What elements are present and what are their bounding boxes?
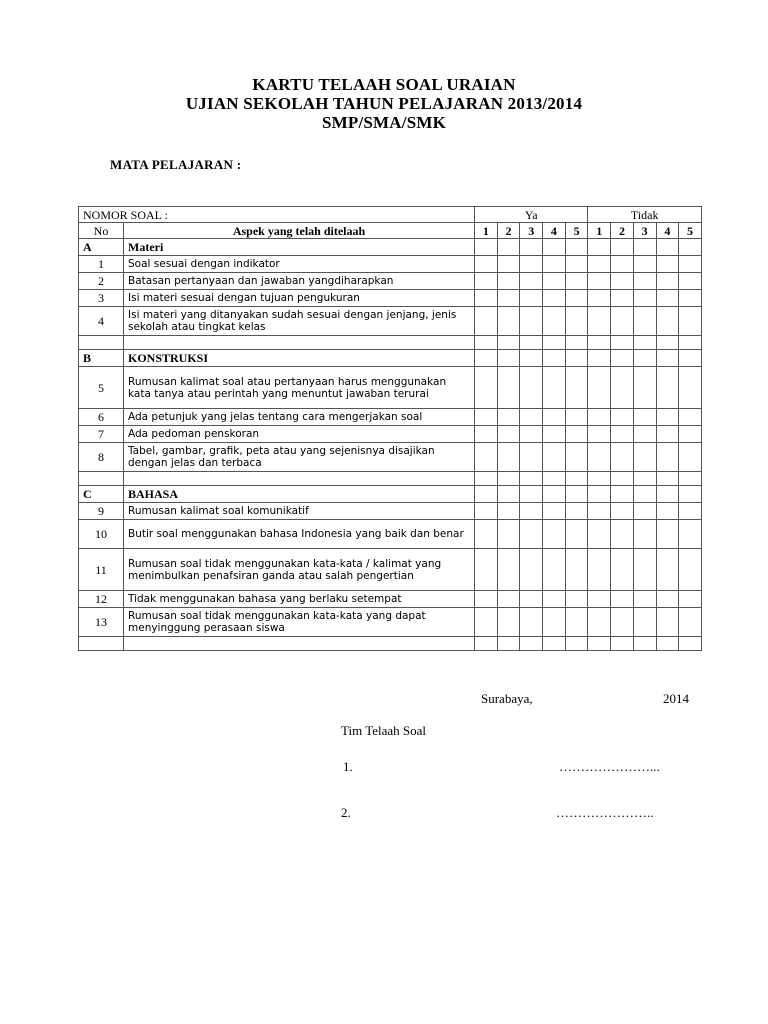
score-cell[interactable] xyxy=(588,336,611,350)
item-number: 7 xyxy=(79,426,124,443)
score-cell[interactable] xyxy=(633,307,656,336)
tidak-score-4: 4 xyxy=(656,223,679,239)
score-cell[interactable] xyxy=(679,443,702,472)
score-cell[interactable] xyxy=(679,307,702,336)
score-cell[interactable] xyxy=(520,307,543,336)
score-cell[interactable] xyxy=(656,608,679,637)
score-cell[interactable] xyxy=(565,503,588,520)
score-cell[interactable] xyxy=(633,486,656,503)
score-cell[interactable] xyxy=(520,503,543,520)
item-number: 12 xyxy=(79,591,124,608)
score-cell[interactable] xyxy=(475,503,498,520)
score-cell[interactable] xyxy=(520,367,543,409)
score-cell[interactable] xyxy=(656,549,679,591)
score-cell[interactable] xyxy=(565,256,588,273)
score-cell[interactable] xyxy=(565,409,588,426)
score-cell[interactable] xyxy=(520,336,543,350)
blank-row xyxy=(79,637,702,651)
score-cell[interactable] xyxy=(475,350,498,367)
item-number: 13 xyxy=(79,608,124,637)
score-cell[interactable] xyxy=(679,239,702,256)
item-aspect: Rumusan soal tidak menggunakan kata-kata / kalimat yang menimbulkan penafsiran ganda atau salah pengertian xyxy=(124,549,475,591)
score-cell[interactable] xyxy=(588,637,611,651)
tidak-score-1: 1 xyxy=(588,223,611,239)
score-cell[interactable] xyxy=(633,608,656,637)
score-cell[interactable] xyxy=(475,409,498,426)
table-row xyxy=(79,273,702,290)
score-cell[interactable] xyxy=(475,239,498,256)
score-cell[interactable] xyxy=(633,367,656,409)
score-cell[interactable] xyxy=(679,273,702,290)
score-cell[interactable] xyxy=(611,239,634,256)
score-cell[interactable] xyxy=(475,472,498,486)
no-header: No xyxy=(79,223,124,239)
section-header-row xyxy=(79,350,702,367)
score-cell[interactable] xyxy=(475,608,498,637)
score-cell[interactable] xyxy=(497,472,520,486)
score-cell[interactable] xyxy=(611,307,634,336)
score-cell[interactable] xyxy=(497,637,520,651)
item-aspect: Tidak menggunakan bahasa yang berlaku setempat xyxy=(124,591,475,608)
member-1-signature-line: …………………... xyxy=(559,759,660,774)
score-cell[interactable] xyxy=(520,290,543,307)
score-cell[interactable] xyxy=(497,443,520,472)
score-cell[interactable] xyxy=(565,290,588,307)
score-cell[interactable] xyxy=(633,503,656,520)
score-cell[interactable] xyxy=(633,472,656,486)
score-cell[interactable] xyxy=(497,426,520,443)
table-header-row-2 xyxy=(79,223,702,239)
item-aspect: Butir soal menggunakan bahasa Indonesia yang baik dan benar xyxy=(124,520,475,549)
score-cell[interactable] xyxy=(543,486,566,503)
score-cell[interactable] xyxy=(543,443,566,472)
item-number: 6 xyxy=(79,409,124,426)
section-letter: A xyxy=(79,239,124,256)
score-cell[interactable] xyxy=(656,486,679,503)
score-cell[interactable] xyxy=(679,637,702,651)
score-cell[interactable] xyxy=(520,520,543,549)
score-cell[interactable] xyxy=(611,256,634,273)
tidak-score-2: 2 xyxy=(611,223,634,239)
score-cell[interactable] xyxy=(520,486,543,503)
score-cell[interactable] xyxy=(543,637,566,651)
member-1-number: 1. xyxy=(343,759,353,774)
score-cell[interactable] xyxy=(475,367,498,409)
score-cell[interactable] xyxy=(656,367,679,409)
score-cell[interactable] xyxy=(497,256,520,273)
score-cell[interactable] xyxy=(588,256,611,273)
city-label: Surabaya, xyxy=(481,691,533,706)
score-cell[interactable] xyxy=(497,290,520,307)
score-cell[interactable] xyxy=(543,239,566,256)
item-aspect: Rumusan soal tidak menggunakan kata-kata yang dapat menyinggung perasaan siswa xyxy=(124,608,475,637)
score-cell[interactable] xyxy=(565,637,588,651)
blank-cell xyxy=(124,637,475,651)
item-number: 10 xyxy=(79,520,124,549)
score-cell[interactable] xyxy=(565,591,588,608)
score-cell[interactable] xyxy=(611,472,634,486)
score-cell[interactable] xyxy=(633,520,656,549)
score-cell[interactable] xyxy=(543,256,566,273)
blank-cell xyxy=(79,637,124,651)
score-cell[interactable] xyxy=(633,290,656,307)
tidak-header: Tidak xyxy=(588,207,701,223)
score-cell[interactable] xyxy=(497,239,520,256)
score-cell[interactable] xyxy=(588,443,611,472)
item-aspect: Soal sesuai dengan indikator xyxy=(124,256,475,273)
item-aspect: Isi materi yang ditanyakan sudah sesuai dengan jenjang, jenis sekolah atau tingkat kelas xyxy=(124,307,475,336)
score-cell[interactable] xyxy=(520,409,543,426)
score-cell[interactable] xyxy=(475,256,498,273)
score-cell[interactable] xyxy=(588,426,611,443)
title-line-2: UJIAN SEKOLAH TAHUN PELAJARAN 2013/2014 xyxy=(185,94,583,113)
table-row xyxy=(79,307,702,336)
tidak-score-5: 5 xyxy=(679,223,702,239)
score-cell[interactable] xyxy=(543,520,566,549)
score-cell[interactable] xyxy=(565,239,588,256)
score-cell[interactable] xyxy=(611,520,634,549)
score-cell[interactable] xyxy=(656,591,679,608)
tidak-score-3: 3 xyxy=(633,223,656,239)
score-cell[interactable] xyxy=(520,426,543,443)
score-cell[interactable] xyxy=(497,273,520,290)
score-cell[interactable] xyxy=(543,409,566,426)
score-cell[interactable] xyxy=(679,520,702,549)
score-cell[interactable] xyxy=(656,290,679,307)
title-line-3: SMP/SMA/SMK xyxy=(321,113,447,132)
blank-cell xyxy=(79,472,124,486)
score-cell[interactable] xyxy=(611,443,634,472)
score-cell[interactable] xyxy=(520,637,543,651)
score-cell[interactable] xyxy=(475,426,498,443)
table-row xyxy=(79,443,702,472)
section-header-row xyxy=(79,486,702,503)
blank-cell xyxy=(124,472,475,486)
score-cell[interactable] xyxy=(679,549,702,591)
score-cell[interactable] xyxy=(565,336,588,350)
score-cell[interactable] xyxy=(633,637,656,651)
score-cell[interactable] xyxy=(588,549,611,591)
score-cell[interactable] xyxy=(611,486,634,503)
score-cell[interactable] xyxy=(543,336,566,350)
score-cell[interactable] xyxy=(611,350,634,367)
score-cell[interactable] xyxy=(656,503,679,520)
ya-score-3: 3 xyxy=(520,223,543,239)
score-cell[interactable] xyxy=(679,256,702,273)
score-cell[interactable] xyxy=(565,350,588,367)
score-cell[interactable] xyxy=(497,608,520,637)
score-cell[interactable] xyxy=(633,336,656,350)
score-cell[interactable] xyxy=(679,336,702,350)
score-cell[interactable] xyxy=(475,549,498,591)
score-cell[interactable] xyxy=(475,290,498,307)
score-cell[interactable] xyxy=(543,426,566,443)
item-aspect: Rumusan kalimat soal atau pertanyaan harus menggunakan kata tanya atau perintah yang menuntut jawaban terurai xyxy=(124,367,475,409)
score-cell[interactable] xyxy=(611,290,634,307)
score-cell[interactable] xyxy=(543,608,566,637)
aspek-header: Aspek yang telah ditelaah xyxy=(124,223,475,239)
score-cell[interactable] xyxy=(588,409,611,426)
table-row xyxy=(79,367,702,409)
score-cell[interactable] xyxy=(679,367,702,409)
item-number: 1 xyxy=(79,256,124,273)
score-cell[interactable] xyxy=(611,426,634,443)
score-cell[interactable] xyxy=(656,520,679,549)
score-cell[interactable] xyxy=(565,443,588,472)
blank-row xyxy=(79,472,702,486)
score-cell[interactable] xyxy=(565,486,588,503)
score-cell[interactable] xyxy=(543,503,566,520)
section-title: KONSTRUKSI xyxy=(124,350,475,367)
score-cell[interactable] xyxy=(543,273,566,290)
item-aspect: Tabel, gambar, grafik, peta atau yang sejenisnya disajikan dengan jelas dan terbaca xyxy=(124,443,475,472)
table-row xyxy=(79,520,702,549)
score-cell[interactable] xyxy=(497,486,520,503)
score-cell[interactable] xyxy=(588,307,611,336)
blank-cell xyxy=(124,336,475,350)
score-cell[interactable] xyxy=(679,290,702,307)
review-table xyxy=(78,206,702,651)
item-number: 4 xyxy=(79,307,124,336)
score-cell[interactable] xyxy=(611,273,634,290)
table-row xyxy=(79,503,702,520)
score-cell[interactable] xyxy=(543,367,566,409)
score-cell[interactable] xyxy=(543,472,566,486)
score-cell[interactable] xyxy=(656,336,679,350)
score-cell[interactable] xyxy=(497,350,520,367)
score-cell[interactable] xyxy=(543,350,566,367)
score-cell[interactable] xyxy=(475,637,498,651)
item-aspect: Ada pedoman penskoran xyxy=(124,426,475,443)
score-cell[interactable] xyxy=(633,549,656,591)
score-cell[interactable] xyxy=(565,367,588,409)
score-cell[interactable] xyxy=(565,307,588,336)
score-cell[interactable] xyxy=(656,426,679,443)
score-cell[interactable] xyxy=(475,486,498,503)
score-cell[interactable] xyxy=(520,549,543,591)
score-cell[interactable] xyxy=(588,591,611,608)
blank-row xyxy=(79,336,702,350)
score-cell[interactable] xyxy=(588,520,611,549)
score-cell[interactable] xyxy=(611,591,634,608)
score-cell[interactable] xyxy=(475,336,498,350)
score-cell[interactable] xyxy=(497,549,520,591)
score-cell[interactable] xyxy=(633,426,656,443)
score-cell[interactable] xyxy=(565,549,588,591)
ya-score-2: 2 xyxy=(497,223,520,239)
section-title: Materi xyxy=(124,239,475,256)
score-cell[interactable] xyxy=(656,307,679,336)
score-cell[interactable] xyxy=(565,520,588,549)
score-cell[interactable] xyxy=(475,591,498,608)
score-cell[interactable] xyxy=(475,443,498,472)
ya-score-5: 5 xyxy=(565,223,588,239)
team-label: Tim Telaah Soal xyxy=(341,723,427,738)
section-header-row xyxy=(79,239,702,256)
table-row xyxy=(79,409,702,426)
score-cell[interactable] xyxy=(656,443,679,472)
ya-score-4: 4 xyxy=(543,223,566,239)
score-cell[interactable] xyxy=(611,336,634,350)
item-number: 9 xyxy=(79,503,124,520)
section-letter: C xyxy=(79,486,124,503)
score-cell[interactable] xyxy=(520,273,543,290)
ya-header: Ya xyxy=(475,207,588,223)
score-cell[interactable] xyxy=(633,409,656,426)
score-cell[interactable] xyxy=(679,503,702,520)
score-cell[interactable] xyxy=(679,486,702,503)
table-row xyxy=(79,549,702,591)
score-cell[interactable] xyxy=(633,591,656,608)
score-cell[interactable] xyxy=(565,608,588,637)
section-title: BAHASA xyxy=(124,486,475,503)
score-cell[interactable] xyxy=(520,256,543,273)
table-row xyxy=(79,426,702,443)
score-cell[interactable] xyxy=(565,472,588,486)
year-label: 2014 xyxy=(663,691,689,706)
item-number: 3 xyxy=(79,290,124,307)
score-cell[interactable] xyxy=(656,273,679,290)
blank-cell xyxy=(79,336,124,350)
score-cell[interactable] xyxy=(520,608,543,637)
score-cell[interactable] xyxy=(656,350,679,367)
score-cell[interactable] xyxy=(633,256,656,273)
score-cell[interactable] xyxy=(497,307,520,336)
score-cell[interactable] xyxy=(497,503,520,520)
score-cell[interactable] xyxy=(656,239,679,256)
score-cell[interactable] xyxy=(588,367,611,409)
score-cell[interactable] xyxy=(679,608,702,637)
score-cell[interactable] xyxy=(475,273,498,290)
subject-label: MATA PELAJARAN : xyxy=(110,157,242,172)
item-number: 2 xyxy=(79,273,124,290)
score-cell[interactable] xyxy=(611,637,634,651)
table-row xyxy=(79,608,702,637)
score-cell[interactable] xyxy=(565,273,588,290)
score-cell[interactable] xyxy=(520,239,543,256)
score-cell[interactable] xyxy=(520,350,543,367)
score-cell[interactable] xyxy=(611,549,634,591)
score-cell[interactable] xyxy=(588,290,611,307)
score-cell[interactable] xyxy=(588,608,611,637)
score-cell[interactable] xyxy=(633,239,656,256)
table-row xyxy=(79,290,702,307)
score-cell[interactable] xyxy=(497,409,520,426)
score-cell[interactable] xyxy=(656,637,679,651)
ya-score-1: 1 xyxy=(475,223,498,239)
score-cell[interactable] xyxy=(520,472,543,486)
score-cell[interactable] xyxy=(497,336,520,350)
title-line-1: KARTU TELAAH SOAL URAIAN xyxy=(252,75,516,94)
score-cell[interactable] xyxy=(611,608,634,637)
score-cell[interactable] xyxy=(475,520,498,549)
item-aspect: Ada petunjuk yang jelas tentang cara mengerjakan soal xyxy=(124,409,475,426)
item-aspect: Batasan pertanyaan dan jawaban yangdiharapkan xyxy=(124,273,475,290)
score-cell[interactable] xyxy=(497,367,520,409)
score-cell[interactable] xyxy=(588,273,611,290)
score-cell[interactable] xyxy=(679,472,702,486)
score-cell[interactable] xyxy=(679,409,702,426)
score-cell[interactable] xyxy=(497,520,520,549)
score-cell[interactable] xyxy=(679,591,702,608)
table-header-row-1 xyxy=(79,207,702,223)
table-row xyxy=(79,591,702,608)
score-cell[interactable] xyxy=(588,486,611,503)
score-cell[interactable] xyxy=(543,549,566,591)
score-cell[interactable] xyxy=(679,426,702,443)
score-cell[interactable] xyxy=(520,443,543,472)
score-cell[interactable] xyxy=(633,443,656,472)
table-row xyxy=(79,256,702,273)
score-cell[interactable] xyxy=(679,350,702,367)
score-cell[interactable] xyxy=(588,350,611,367)
score-cell[interactable] xyxy=(543,591,566,608)
section-letter: B xyxy=(79,350,124,367)
score-cell[interactable] xyxy=(588,239,611,256)
item-aspect: Isi materi sesuai dengan tujuan pengukuran xyxy=(124,290,475,307)
score-cell[interactable] xyxy=(475,307,498,336)
score-cell[interactable] xyxy=(565,426,588,443)
score-cell[interactable] xyxy=(588,472,611,486)
score-cell[interactable] xyxy=(520,591,543,608)
score-cell[interactable] xyxy=(588,503,611,520)
item-aspect: Rumusan kalimat soal komunikatif xyxy=(124,503,475,520)
item-number: 8 xyxy=(79,443,124,472)
score-cell[interactable] xyxy=(543,290,566,307)
score-cell[interactable] xyxy=(656,256,679,273)
nomor-soal-label: NOMOR SOAL : xyxy=(79,207,475,223)
score-cell[interactable] xyxy=(633,273,656,290)
score-cell[interactable] xyxy=(656,409,679,426)
score-cell[interactable] xyxy=(611,503,634,520)
score-cell[interactable] xyxy=(633,350,656,367)
item-number: 5 xyxy=(79,367,124,409)
score-cell[interactable] xyxy=(611,367,634,409)
member-2-signature-line: ………………….. xyxy=(556,805,654,820)
item-number: 11 xyxy=(79,549,124,591)
member-2-number: 2. xyxy=(341,805,351,820)
score-cell[interactable] xyxy=(543,307,566,336)
score-cell[interactable] xyxy=(497,591,520,608)
score-cell[interactable] xyxy=(611,409,634,426)
score-cell[interactable] xyxy=(656,472,679,486)
